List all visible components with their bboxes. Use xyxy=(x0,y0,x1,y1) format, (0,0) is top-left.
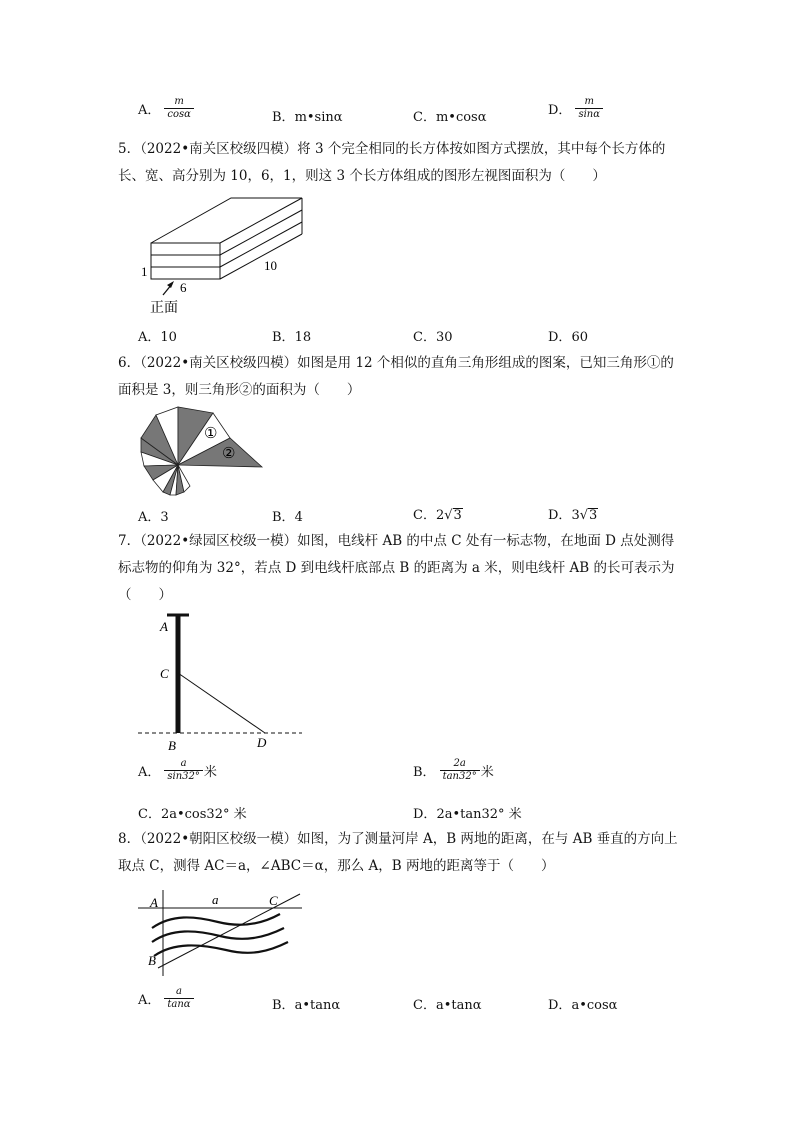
q5-fig-height: 1 xyxy=(141,264,148,279)
q4-option-d: D． $\frac{m}{\sin\alpha}$ xyxy=(548,96,603,121)
q8-label-b: B xyxy=(148,953,156,968)
q8-label-a: A xyxy=(150,895,158,910)
q5-cuboid-figure xyxy=(138,192,318,320)
q7-label-c: C xyxy=(160,666,169,681)
radical-icon: √ xyxy=(444,508,453,523)
q5-option-c: C．30 xyxy=(413,330,453,345)
q7-option-a: A． $\frac{a}{\sin 32^\circ}$ 米 xyxy=(138,758,217,782)
q6-triangle-1-label: ① xyxy=(204,426,218,442)
q7-option-c: C．2a•cos32° 米 xyxy=(138,807,247,822)
q4-option-b: B．m•sinα xyxy=(272,110,343,125)
q6-triangle-2-label: ② xyxy=(222,446,236,462)
q6-option-c: C．2√3 xyxy=(413,508,462,523)
q6-stem: 6．（2022•南关区校级四模）如图是用 12 个相似的直角三角形组成的图案，已知三角形①的面积是 3，则三角形②的面积为（ ） xyxy=(118,355,674,398)
q6-option-d: D．3√3 xyxy=(548,508,598,523)
q7-label-b: B xyxy=(168,738,176,753)
q7-option-b: B． $\frac{2a}{\tan 32^\circ}$ 米 xyxy=(413,758,494,782)
front-arrow-icon xyxy=(163,281,174,295)
q5-fig-width: 6 xyxy=(180,280,187,295)
q8-a-fraction: $\frac{a}{\tan\alpha}$ xyxy=(164,986,193,1011)
q7-a-fraction: $\frac{a}{\sin 32^\circ}$ xyxy=(164,758,203,783)
q4-d-fraction: $\frac{m}{\sin\alpha}$ xyxy=(575,96,603,121)
q5-option-a: A．10 xyxy=(138,330,177,345)
q6-option-a: A．3 xyxy=(138,510,169,525)
q4-a-fraction: $\frac{m}{\cos\alpha}$ xyxy=(164,96,194,121)
q8-river-figure xyxy=(138,884,308,980)
q5-fig-front-label: 正面 xyxy=(150,301,178,316)
q7-pole-figure xyxy=(138,610,308,755)
q5-stem: 5．（2022•南关区校级四模）将 3 个完全相同的长方体按如图方式摆放，其中每个长方体的长、宽、高分别为 10，6，1，则这 3 个长方体组成的图形左视图面积为（ ） xyxy=(118,141,666,184)
q8-option-d: D．a•cosα xyxy=(548,998,618,1013)
q7-label-d: D xyxy=(257,735,267,750)
q5-option-d: D．60 xyxy=(548,330,588,345)
q8-label-a-length: a xyxy=(212,892,219,907)
q8-stem: 8．（2022•朝阳区校级一模）如图，为了测量河岸 A，B 两地的距离，在与 AB 垂直的方向上取点 C，测得 AC＝a，∠ABC＝α，那么 A，B 两地的距离等于（ ） xyxy=(118,831,678,874)
q5-fig-length: 10 xyxy=(264,258,277,273)
q7-option-d: D．2a•tan32° 米 xyxy=(413,807,522,822)
q8-label-c: C xyxy=(269,893,278,908)
q6-spiral-figure xyxy=(138,405,268,497)
radical-icon: √ xyxy=(579,508,589,523)
q4-option-a: A． $\frac{m}{\cos\alpha}$ xyxy=(138,96,194,121)
q5-option-b: B．18 xyxy=(272,330,312,345)
q7-stem: 7．（2022•绿园区校级一模）如图，电线杆 AB 的中点 C 处有一标志物，在地面 D 点处测得标志物的仰角为 32°，若点 D 到电线杆底部点 B 的距离为 a 米，则电线杆 AB 的长可表示为（ ） xyxy=(118,533,675,603)
q8-option-a: A． $\frac{a}{\tan\alpha}$ xyxy=(138,986,194,1011)
q4-option-c: C．m•cosα xyxy=(413,110,487,125)
q8-option-b: B．a•tanα xyxy=(272,998,341,1013)
q8-option-c: C．a•tanα xyxy=(413,998,482,1013)
q6-option-b: B．4 xyxy=(272,510,303,525)
q7-label-a: A xyxy=(160,619,168,634)
q7-b-fraction: $\frac{2a}{\tan 32^\circ}$ xyxy=(440,758,480,783)
